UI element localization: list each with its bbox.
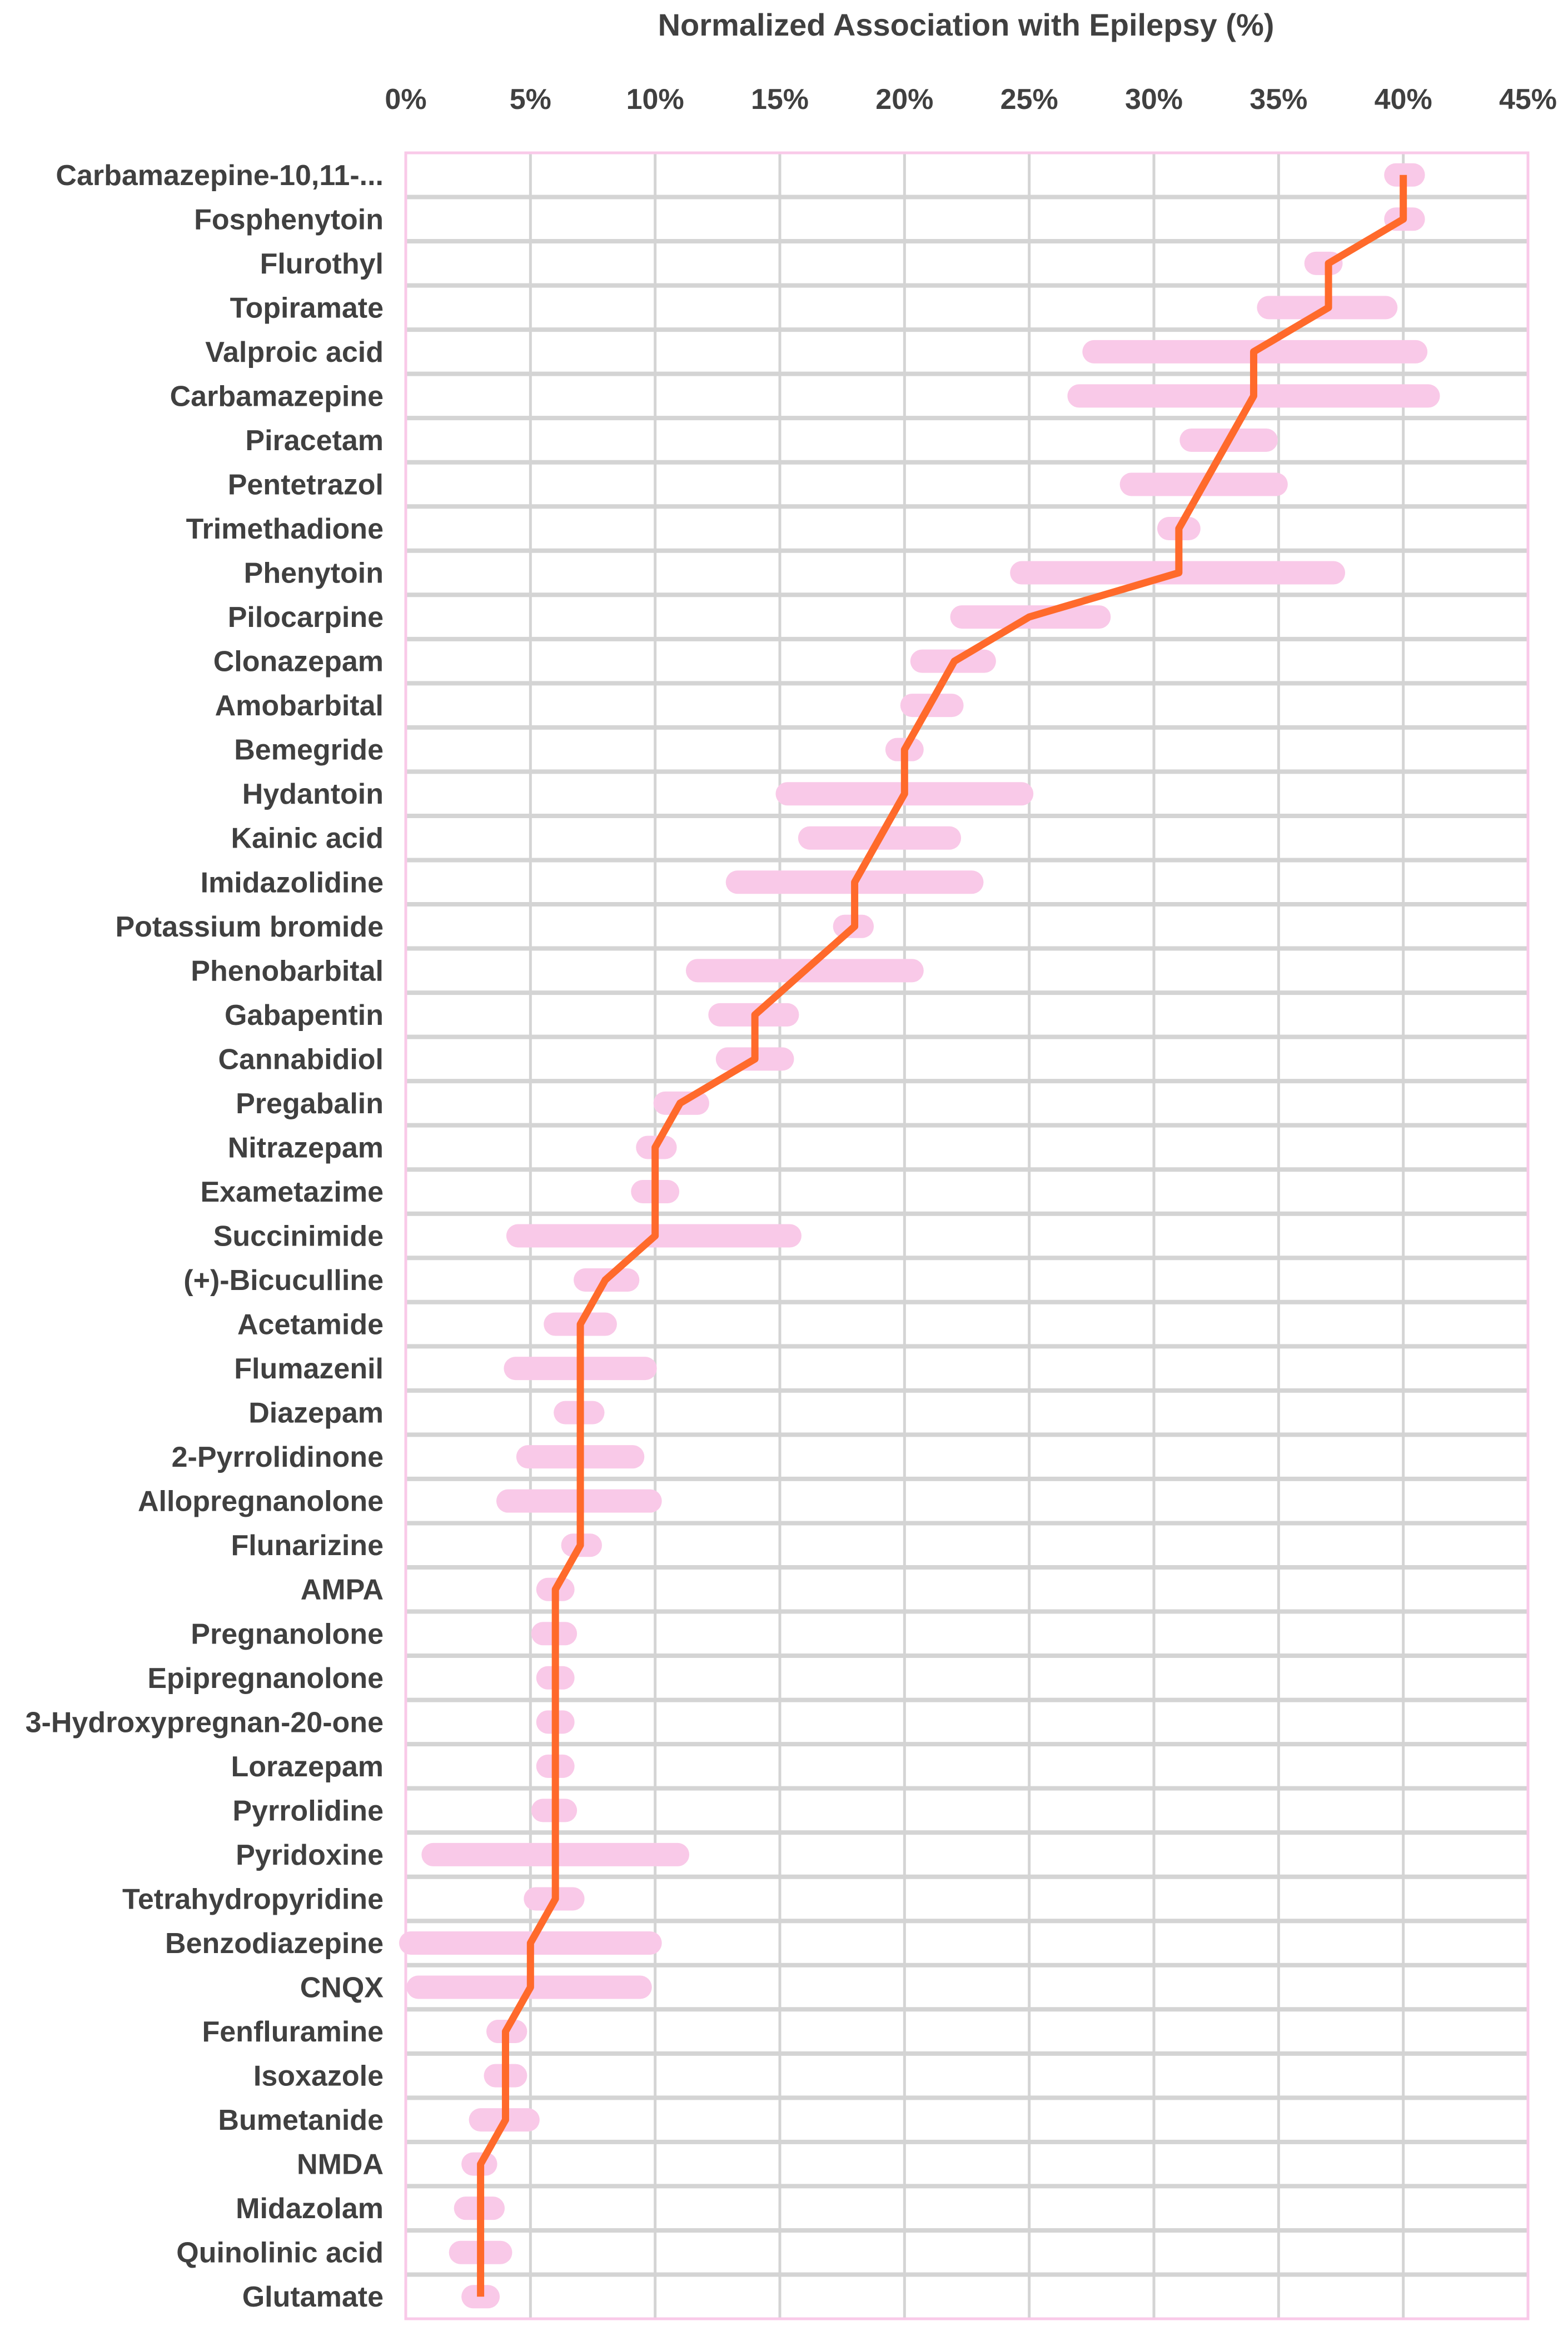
y-category-label: Bumetanide	[218, 2104, 384, 2137]
y-category-label: Amobarbital	[215, 690, 384, 723]
y-category-label: Tetrahydropyridine	[122, 1883, 384, 1916]
y-category-label: Pyridoxine	[236, 1839, 384, 1871]
x-tick-label: 20%	[875, 83, 934, 116]
y-category-label: Cannabidiol	[218, 1043, 384, 1076]
x-tick-label: 30%	[1124, 83, 1183, 116]
y-category-label: Benzodiazepine	[165, 1927, 384, 1960]
y-category-label: Phenytoin	[243, 557, 384, 590]
y-category-label: Exametazime	[200, 1176, 384, 1208]
y-category-label: AMPA	[300, 1573, 384, 1606]
chart-title: Normalized Association with Epilepsy (%)	[658, 7, 1275, 42]
y-category-label: Midazolam	[236, 2193, 384, 2225]
y-category-label: Kainic acid	[231, 822, 384, 855]
y-category-label: 2-Pyrrolidinone	[171, 1441, 384, 1474]
y-category-label: Diazepam	[248, 1397, 384, 1430]
x-tick-label: 40%	[1374, 83, 1432, 116]
x-tick-label: 10%	[626, 83, 684, 116]
y-category-label: Hydantoin	[242, 778, 384, 811]
y-category-label: Succinimide	[213, 1220, 384, 1253]
x-tick-label: 25%	[1000, 83, 1058, 116]
y-category-label: Glutamate	[242, 2281, 384, 2314]
y-category-label: CNQX	[300, 1971, 384, 2004]
y-category-label: Potassium bromide	[115, 910, 384, 943]
y-category-label: Isoxazole	[253, 2060, 384, 2093]
y-category-label: Phenobarbital	[191, 955, 384, 988]
y-category-label: Flunarizine	[231, 1530, 384, 1562]
y-category-label: Bemegride	[234, 734, 384, 766]
x-tick-label: 45%	[1499, 83, 1557, 116]
y-category-label: Epipregnanolone	[147, 1662, 384, 1695]
x-axis-ticks	[385, 83, 1557, 116]
y-category-label: Fosphenytoin	[194, 203, 384, 236]
y-category-label: Fenfluramine	[202, 2016, 384, 2049]
y-category-label: Allopregnanolone	[138, 1485, 384, 1518]
y-category-label: Pyrrolidine	[232, 1795, 384, 1827]
y-category-label: Carbamazepine	[170, 380, 384, 413]
y-category-label: Flurothyl	[260, 247, 384, 280]
y-axis-labels	[26, 160, 384, 2313]
y-category-label: Acetamide	[237, 1308, 384, 1341]
y-category-label: Quinolinic acid	[176, 2237, 384, 2269]
x-tick-label: 0%	[385, 83, 427, 116]
y-category-label: Imidazolidine	[200, 866, 384, 899]
y-category-label: Pregabalin	[236, 1087, 384, 1120]
y-category-label: Pentetrazol	[227, 469, 384, 501]
y-category-label: 3-Hydroxypregnan-20-one	[25, 1706, 384, 1739]
y-category-label: Carbamazepine-10,11-...	[56, 159, 384, 192]
y-category-label: Lorazepam	[231, 1750, 384, 1783]
y-category-label: Clonazepam	[213, 645, 384, 678]
y-category-label: Piracetam	[245, 424, 384, 457]
range-bars	[411, 175, 1428, 2297]
y-category-label: Pregnanolone	[191, 1618, 384, 1651]
y-category-label: Flumazenil	[234, 1353, 384, 1386]
x-tick-label: 35%	[1250, 83, 1308, 116]
y-category-label: Nitrazepam	[227, 1132, 384, 1164]
y-category-label: Valproic acid	[205, 336, 384, 368]
y-category-label: (+)-Bicuculline	[183, 1264, 384, 1297]
x-tick-label: 5%	[509, 83, 551, 116]
y-category-label: Pilocarpine	[227, 601, 384, 634]
y-category-label: NMDA	[297, 2148, 384, 2181]
y-category-label: Trimethadione	[186, 513, 384, 546]
x-tick-label: 15%	[750, 83, 809, 116]
y-category-label: Gabapentin	[224, 999, 384, 1032]
y-category-label: Topiramate	[230, 292, 384, 325]
